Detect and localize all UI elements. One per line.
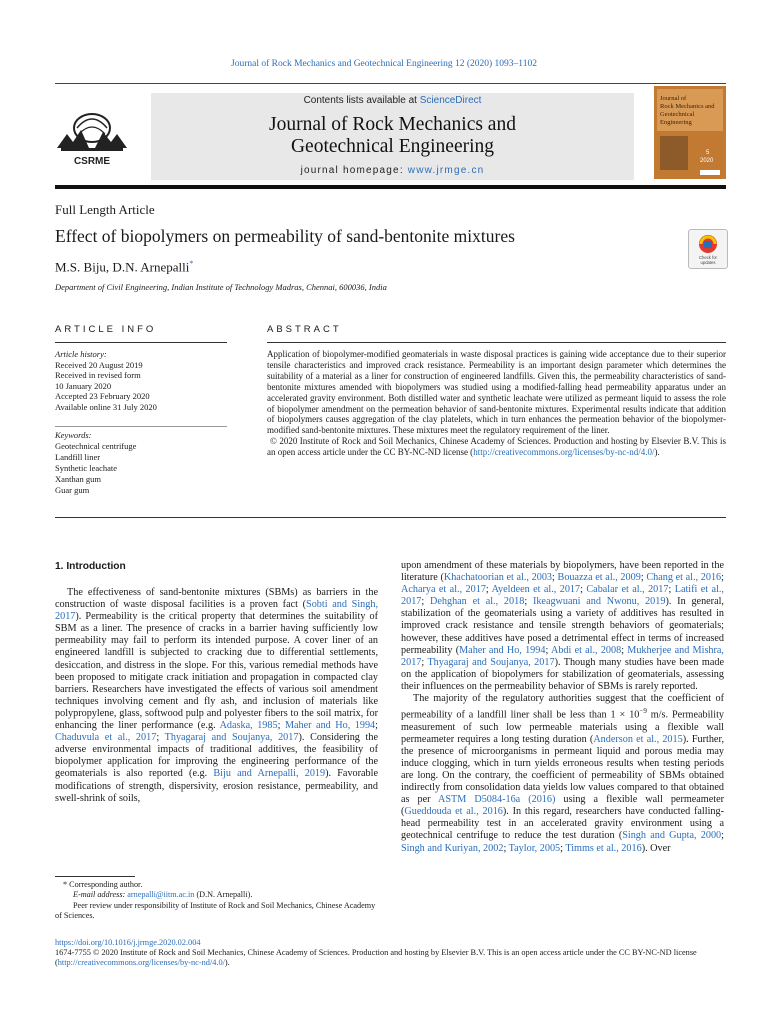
keywords xyxy=(55,430,230,496)
citation-link[interactable]: Gueddouda et al., 2016 xyxy=(404,806,503,818)
citation-link[interactable]: Bouazza et al., 2009 xyxy=(557,572,641,584)
keyword: Geotechnical centrifuge xyxy=(55,441,137,451)
body-column-right xyxy=(401,560,724,855)
citation-link[interactable]: Abdi et al., 2008 xyxy=(550,644,622,656)
paragraph: The majority of the regulatory authorities suggest that the coefficient of permeability of a landfill liner shall be less than $1 \times 10^{-9}$ m/s. Permeability measurement of such low permeable materials using a flexible wall permeameter requires a long testing duration (Anderson et al., 2015). Further, the presence of microorganisms in permeant liquid and porous media may induce clogging, which in turn yields erroneous results when testing periods are long. On the contrary, the coefficient of permeability of SBMs obtained indirectly from consolidation data yields low values compared to that obtained as per ASTM D5084-16a (2016) using a flexible wall permeameter (Gueddouda et al., 2016). In this regard, researchers have conducted falling-head permeability test in an accelerated gravity environment using a geotechnical centrifuge to reduce the test duration (Singh and Gupta, 2000; Singh and Kuriyan, 2002; Taylor, 2005; Timms et al., 2016). Over xyxy=(401,693,725,854)
svg-text:Check for: Check for xyxy=(699,255,717,260)
author-names: M.S. Biju, D.N. Arnepalli xyxy=(55,259,190,275)
license-link[interactable]: http://creativecommons.org/licenses/by-nc-nd/4.0/ xyxy=(473,447,655,458)
logo-text: CSRME xyxy=(73,156,111,167)
citation-link[interactable]: Singh and Kuriyan, 2002 xyxy=(401,842,504,854)
cover-year: 2020 xyxy=(700,158,714,164)
keywords-label: Keywords: xyxy=(55,430,92,440)
citation-link[interactable]: Thyagaraj and Soujanya, 2017 xyxy=(164,732,299,744)
citation-link[interactable]: Adaska, 1985 xyxy=(219,720,278,732)
citation-link[interactable]: Ikeagwuani and Nwonu, 2019 xyxy=(532,596,666,608)
corresponding-author-mark[interactable]: * xyxy=(189,259,194,268)
citation-link[interactable]: Acharya et al., 2017 xyxy=(401,584,486,596)
history-label: Article history: xyxy=(55,349,107,359)
cover-title-1: Journal of xyxy=(660,95,687,102)
copyright-end: ). xyxy=(654,447,660,458)
journal-name xyxy=(151,114,634,158)
check-for-updates-icon[interactable] xyxy=(688,229,728,269)
corresponding-note: * Corresponding author. xyxy=(63,880,143,889)
paragraph: The effectiveness of sand-bentonite mixtures (SBMs) as barriers in the construction of waste disposal facilities is a proven fact (Sobti and Singh, 2017). Permeability is the critical property that determines the suitability of SBM as a liner. The presence of cracks in a barrier having sufficiently low permeability may fail to perform its intended purpose. A cover liner of an engineered landfill is subjected to cracking due to differential settlements, desiccation, and distress in the slope. For this, various remedial methods have been proposed to mitigate crack initiation and propagation in compacted clay barriers. Researchers have investigated the effects of various soil amendment techniques involving cement and fly ash, and inclusion of materials like polypropylene, glass, softwood pulp and polyester fibers to the soil matrix, for enhancing the liner performance (e.g. Adaska, 1985; Maher and Ho, 1994; Chaduvula et al., 2017; Thyagaraj and Soujanya, 2017). Considering the adverse environmental impacts of traditional additives, the feasibility of biopolymer application for improving the engineering performance of the geomaterials is also reported (e.g. Biju and Arnepalli, 2019). Favorable modifications of strength, dispersivity, erosion resistance, permeability, and swell-shrink of soils, xyxy=(55,587,378,804)
homepage-link[interactable]: www.jrmge.cn xyxy=(407,165,485,176)
journal-citation[interactable]: Journal of Rock Mechanics and Geotechnical Engineering 12 (2020) 1093–1102 xyxy=(231,59,537,69)
citation-link[interactable]: Maher and Ho, 1994 xyxy=(459,644,546,656)
citation-link[interactable]: Mukherjee and Mishra, 2017 xyxy=(401,644,724,668)
history-item: 10 January 2020 xyxy=(55,380,112,391)
sciencedirect-link[interactable]: ScienceDirect xyxy=(419,95,482,106)
history-item: Accepted 23 February 2020 xyxy=(55,391,150,401)
abstract-body xyxy=(267,349,726,458)
cover-title-2: Rock Mechanics and xyxy=(660,103,715,110)
footnote-rule xyxy=(55,876,135,877)
citation-link[interactable]: Chaduvula et al., 2017 xyxy=(55,732,157,744)
citation-link[interactable]: Taylor, 2005 xyxy=(508,842,561,854)
affiliation: Department of Civil Engineering, Indian Institute of Technology Madras, Chennai, 600036, India xyxy=(55,282,387,292)
body-column-left xyxy=(55,587,378,805)
homepage-line xyxy=(151,165,634,176)
citation-link[interactable]: Thyagaraj and Soujanya, 2017 xyxy=(427,656,555,668)
history-item: Received 20 August 2019 xyxy=(55,359,143,370)
citation-link[interactable]: Anderson et al., 2015 xyxy=(593,733,683,745)
contents-line xyxy=(151,95,634,106)
citation-link[interactable]: Maher and Ho, 1994 xyxy=(284,720,376,732)
cover-title-4: Engineering xyxy=(660,119,692,126)
keyword: Synthetic leachate xyxy=(55,463,118,473)
email-note: E-mail address: arnepalli@iitm.ac.in (D.N. Arnepalli). xyxy=(73,890,253,900)
citation-link[interactable]: Dehghan et al., 2018 xyxy=(430,596,525,608)
citation-link[interactable]: Sobti and Singh, 2017 xyxy=(55,599,378,623)
journal-name-line1: Journal of Rock Mechanics and xyxy=(269,114,516,135)
abstract-copyright xyxy=(267,436,726,458)
keyword: Guar gum xyxy=(55,485,90,495)
citation-link[interactable]: Ayeldeen et al., 2017 xyxy=(491,584,581,596)
abstract-text: Application of biopolymer-modified geomaterials in waste disposal practices is gaining wide acceptance due to their superior tensile characteristics and improved crack resistance. Permeability is an important design parameter which determines the suitability of a material as a liner for construction of engineered landfills. Given this, the permeability characteristics of sand-bentonite mixtures amended with biopolymers was studied using a modified-falling head permeability apparatus under an accelerated gravity environment. Both distilled water and synthetic leachate were utilized as permeant liquid to assess the role of biopolymer amendment on the permeation behavior of sand-bentonite mixtures. Experimental results indicate that addition of biopolymers causes aggregation of the clay platelets, which in turn enhances the permeation behavior of the biopolymer-modified sand-bentonite mixtures. These mixtures meet the regulatory requirement of the liner. xyxy=(267,349,726,436)
citation-link[interactable]: Latifi et al., 2017 xyxy=(401,584,724,608)
keyword: Xanthan gum xyxy=(55,474,102,484)
cover-title-3: Geotechnical xyxy=(660,111,695,118)
citation-link[interactable]: Timms et al., 2016 xyxy=(565,842,642,854)
paper-title: Effect of biopolymers on permeability of sand-bentonite mixtures xyxy=(55,226,515,246)
article-type: Full Length Article xyxy=(55,202,155,217)
footnote xyxy=(55,880,378,921)
copyright-text: © 2020 Institute of Rock and Soil Mechanics, Chinese Academy of Sciences. Production and hosting by Elsevier B.V. This is an open access article under the CC BY-NC-ND license ( xyxy=(267,436,726,458)
citation-link[interactable]: Cabalar et al., 2017 xyxy=(586,584,669,596)
abstract-rule xyxy=(267,342,726,343)
section-heading-introduction: 1. Introduction xyxy=(55,561,126,572)
keyword: Landfill liner xyxy=(55,452,101,462)
csrme-logo xyxy=(55,104,129,168)
citation-link[interactable]: ASTM D5084-16a (2016) xyxy=(438,794,556,806)
doi-link[interactable]: https://doi.org/10.1016/j.jrmge.2020.02.004 xyxy=(55,938,201,947)
citation-link[interactable]: Biju and Arnepalli, 2019 xyxy=(213,768,326,780)
authors xyxy=(55,259,193,275)
svg-text:updates: updates xyxy=(700,260,716,265)
header-rule xyxy=(55,83,726,84)
info-rule xyxy=(55,342,227,343)
peer-review-note: Peer review under responsibility of Institute of Rock and Soil Mechanics, Chinese Academy of Sciences. xyxy=(55,900,376,920)
journal-cover-image[interactable] xyxy=(654,86,726,179)
footer-license-link[interactable]: http://creativecommons.org/licenses/by-nc-nd/4.0/ xyxy=(57,958,225,968)
header-thick-rule xyxy=(55,185,726,189)
cover-number: 5 xyxy=(706,150,710,156)
abstract-bottom-rule xyxy=(55,517,726,518)
article-history xyxy=(55,349,230,412)
citation-link[interactable]: Chang et al., 2016 xyxy=(646,572,722,584)
abstract-heading: ABSTRACT xyxy=(267,324,342,335)
contents-prefix: Contents lists available at xyxy=(303,95,420,106)
email-link[interactable]: arnepalli@iitm.ac.in xyxy=(127,890,195,900)
keywords-rule xyxy=(55,426,227,427)
citation-link[interactable]: Singh and Gupta, 2000 xyxy=(622,830,722,842)
journal-name-line2: Geotechnical Engineering xyxy=(290,136,495,157)
page-footer xyxy=(55,938,726,969)
homepage-prefix: journal homepage: xyxy=(300,165,408,176)
history-item: Available online 31 July 2020 xyxy=(55,401,157,412)
article-info-heading: ARTICLE INFO xyxy=(55,324,157,335)
citation-link[interactable]: Khachatoorian et al., 2003 xyxy=(443,572,553,584)
history-item: Received in revised form xyxy=(55,370,141,380)
paragraph: upon amendment of these materials by biopolymers, have been reported in the literature (Khachatoorian et al., 2003; Bouazza et al., 2009; Chang et al., 2016; Acharya et al., 2017; Ayeldeen et al., 2017; Cabalar et al., 2017; Latifi et al., 2017; Dehghan et al., 2018; Ikeagwuani and Nwonu, 2019). In general, stabilization of the geomaterials using a variety of additives has resulted in improved crack resistance and tensile strength behaviors of geomaterials; however, these additives have posed a detrimental effect in terms of increased permeability (Maher and Ho, 1994; Abdi et al., 2008; Mukherjee and Mishra, 2017; Thyagaraj and Soujanya, 2017). Though many studies have been made on the application of biopolymers for stabilization of geomaterials, assessing their influences on the permeability behavior of SBMs is rarely reported. xyxy=(401,560,724,692)
masthead xyxy=(151,93,634,180)
issn-line: 1674-7755 © 2020 Institute of Rock and Soil Mechanics, Chinese Academy of Sciences. Production and hosting by Elsevier B.V. This is an open access article under the CC BY-NC-ND license (http://creativecommons.org/licenses/by-nc-nd/4.0/). xyxy=(55,948,697,968)
